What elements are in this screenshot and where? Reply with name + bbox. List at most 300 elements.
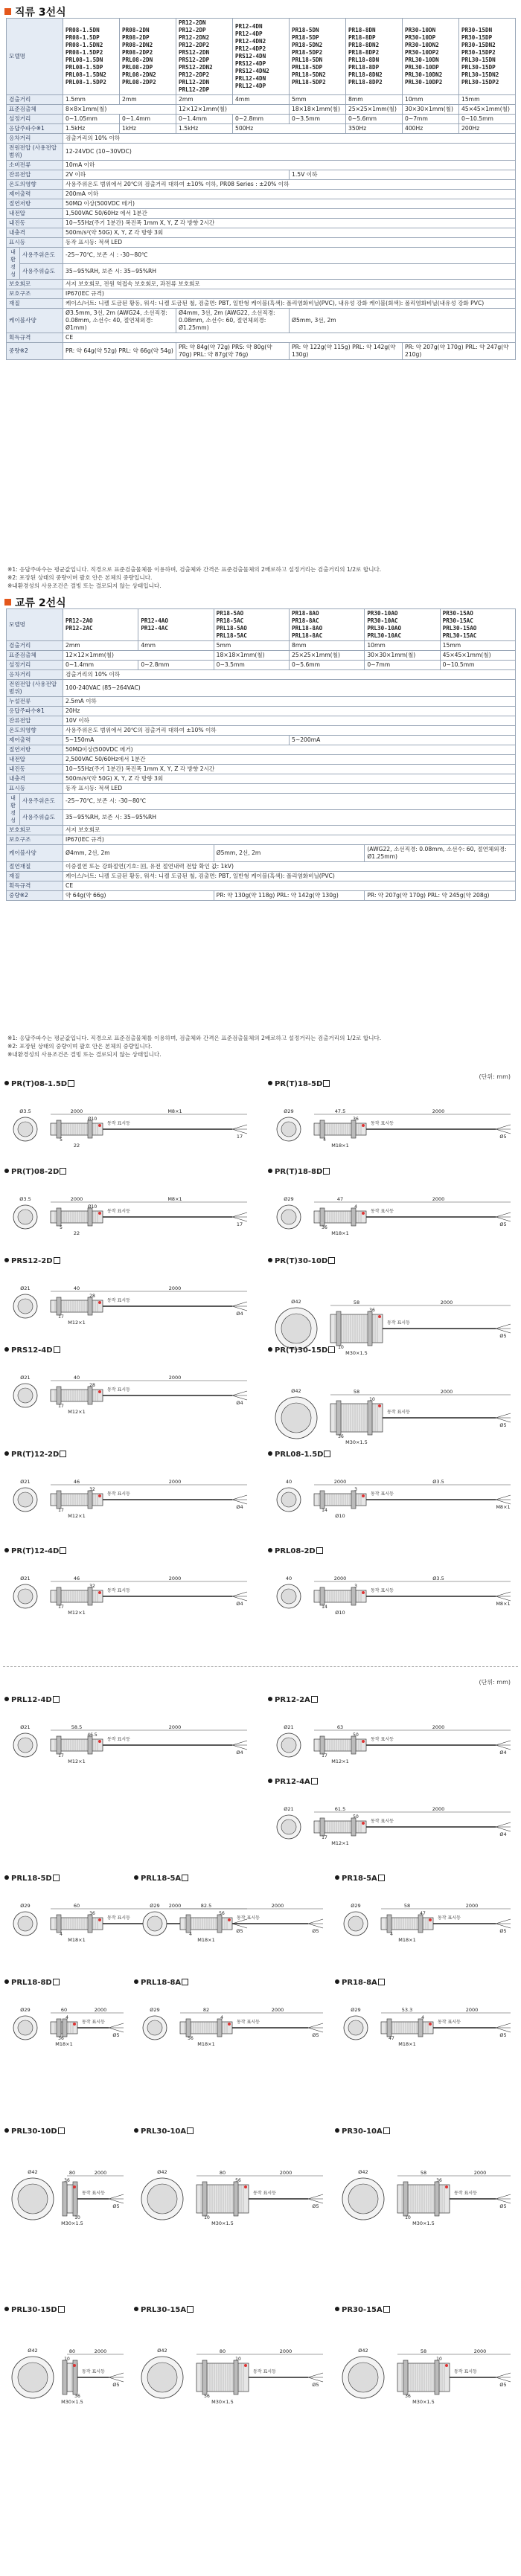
value-cell: 0~10.5mm	[440, 661, 515, 670]
led-indicator-icon	[73, 2185, 76, 2188]
wire-line	[496, 2194, 511, 2199]
bullet-icon	[4, 1548, 9, 1552]
nut-shape	[387, 2019, 391, 2037]
row-label: 절연저항	[7, 199, 63, 209]
placeholder-box-icon	[58, 2127, 65, 2134]
cable-diameter-label: 17	[236, 1221, 243, 1227]
value-cell: 15mm	[440, 641, 515, 651]
row-label: 응차거리	[7, 670, 63, 680]
wire-line	[496, 1324, 511, 1329]
indicator-label: 동작 표시등	[107, 1737, 130, 1742]
drawing-svg	[4, 1180, 253, 1262]
led-indicator-icon	[362, 1124, 365, 1127]
nut-shape	[88, 1491, 92, 1509]
length-label: 80	[68, 2170, 76, 2176]
thread-label: M12×1	[68, 1513, 86, 1519]
length-label: 58	[420, 2348, 427, 2354]
drawing-model: PRL30-10D	[11, 2127, 57, 2136]
value-cell: 1.5kHz	[176, 124, 233, 134]
dim-label: 10	[74, 2215, 80, 2220]
diameter-label: Ø21	[20, 1576, 31, 1581]
placeholder-box-icon	[53, 1696, 60, 1703]
drawing-model: PR(T)18-8D	[275, 1168, 323, 1176]
length-label: 60	[60, 2007, 68, 2013]
diameter-label: Ø21	[284, 1806, 294, 1812]
diameter-label: Ø29	[20, 2007, 31, 2013]
drawing-title	[335, 1875, 385, 1883]
drawing-model: PR12-4A	[275, 1778, 310, 1786]
value-cell: 0~10.5mm	[459, 115, 516, 124]
value-cell: 500Hz	[233, 124, 346, 134]
nut-shape	[234, 2182, 238, 2216]
cable-length-label: 2000	[168, 1285, 182, 1291]
placeholder-box-icon	[60, 1168, 66, 1175]
dim-label: Ø10	[87, 1117, 98, 1122]
cable-diameter-label: Ø5	[499, 2203, 507, 2209]
value-cell: 350Hz	[346, 124, 403, 134]
drawing-model: PRL30-10A	[141, 2127, 187, 2136]
diameter-label: Ø42	[358, 2169, 368, 2175]
value-cell: 2mm	[120, 95, 176, 105]
model-cell: PR30-10DN PR30-10DP PR30-10DN2 PR30-10DP2 PRL30-10DN PRL30-10DP PRL30-10DN2 PRL30-10DP2	[403, 19, 459, 95]
value-cell: 45×45×1mm(철)	[459, 105, 516, 115]
drawing-model: PR30-10A	[342, 2127, 383, 2136]
drawing-divider	[3, 1666, 518, 1667]
table-row	[7, 716, 516, 726]
placeholder-box-icon	[187, 2127, 194, 2134]
nut-shape	[202, 2182, 207, 2216]
indicator-label: 동작 표시등	[371, 1737, 394, 1742]
model-cell: PR18-5DN PR18-5DP PR18-5DN2 PR18-5DP2 PRL18-5DN PRL18-5DP PRL18-5DN2 PRL18-5DP2	[290, 19, 346, 95]
length-label: 47	[336, 1196, 344, 1202]
length-label: 2000	[333, 1576, 347, 1581]
model-cell: PR30-15DN PR30-15DP PR30-15DN2 PR30-15DP2 PRL30-15DN PRL30-15DP PRL30-15DN2 PRL30-15DP2	[459, 19, 516, 95]
value-cell: 5mm	[290, 95, 346, 105]
thread-label: M18×1	[331, 1143, 349, 1149]
nut-shape	[435, 2182, 439, 2216]
table-row	[7, 609, 516, 641]
cable-length-label: 2000	[432, 1108, 445, 1114]
nut-shape	[320, 1120, 325, 1138]
cable-length-label: 2000	[168, 1479, 182, 1485]
dim-label: 32	[89, 1487, 95, 1492]
dim-label: 17	[322, 1753, 327, 1758]
cable-diameter-label: Ø5	[499, 1928, 507, 1934]
dim-label: 36	[338, 1434, 344, 1439]
row-label: 누설전류	[7, 697, 63, 707]
nut-shape	[351, 1587, 356, 1605]
row-label: 사용주위습도	[20, 809, 63, 826]
model-cell: PR08-2DN PR08-2DP PR08-2DN2 PR08-2DP2 PRL08-2DN PRL08-2DP PRL08-2DN2 PRL08-2DP2	[120, 19, 176, 95]
front-view-inner	[18, 1492, 33, 1507]
diameter-label: Ø29	[20, 1903, 31, 1909]
table-row	[7, 209, 516, 219]
row-label: 잔류전압	[7, 170, 63, 180]
row-label: 내충격	[7, 774, 63, 784]
front-view-inner	[281, 1122, 296, 1137]
dim-label: 3	[354, 1487, 357, 1492]
drawing-title	[134, 1979, 188, 1987]
dim-label: 47	[389, 2036, 394, 2041]
drawing-svg	[4, 1269, 253, 1351]
cable-length-label: 2000	[440, 1389, 453, 1395]
led-indicator-icon	[98, 1301, 101, 1304]
nut-shape	[351, 1491, 356, 1509]
dim-label: 10	[204, 2215, 210, 2220]
drawing-title	[4, 1979, 60, 1987]
nut-shape	[57, 1297, 61, 1315]
dim-label: 36	[58, 2036, 64, 2041]
dim-label: 36	[353, 1117, 359, 1122]
indicator-label: 동작 표시등	[237, 1915, 260, 1921]
diameter-label: Ø21	[20, 1285, 31, 1291]
value-cell: PR: 약 84g(약 72g) PRS: 약 80g(약 70g) PRL: 약 87g(약 76g)	[176, 343, 290, 360]
diameter-label: Ø42	[157, 2169, 167, 2175]
thread-label: M30×1.5	[211, 2220, 234, 2226]
value-cell: Ø3.5mm, 3선, 2m (AWG24, 소선직경: 0.08mm, 소선수: 40, 절연체외경: Ø1mm)	[63, 309, 176, 333]
dim-label: 5	[60, 1137, 63, 1143]
note-line: ※2: 포장된 상태의 중량이며 괄호 안은 본체의 중량입니다.	[7, 574, 153, 581]
drawing-title	[4, 1346, 60, 1355]
indicator-label: 동작 표시등	[371, 1491, 394, 1497]
value-cell: 0~5.6mm	[290, 661, 365, 670]
thread-label: M12×1	[68, 1758, 86, 1764]
table-row	[7, 299, 516, 309]
section-title-dc: 직류 3선식	[4, 4, 66, 19]
row-label: 온도의영향	[7, 726, 63, 736]
model-cell: PR18-8AO PR18-8AC PRL18-8AO PRL18-8AC	[290, 609, 365, 641]
drawing-title	[4, 1547, 66, 1555]
cable-diameter-label: Ø5	[312, 2203, 319, 2209]
length-label: 58	[353, 1300, 360, 1305]
model-cell: PR18-5AO PR18-5AC PRL18-5AO PRL18-5AC	[214, 609, 289, 641]
value-cell: 4mm	[233, 95, 290, 105]
bullet-icon	[268, 1548, 272, 1552]
drawing-svg	[134, 1991, 329, 2072]
indicator-label: 동작 표시등	[371, 1209, 394, 1214]
dim-label: 56	[219, 1911, 225, 1916]
nut-shape	[336, 1311, 341, 1346]
cable-diameter-label: Ø5	[499, 1422, 507, 1428]
dim-label: 50	[353, 1814, 359, 1819]
dim-label: 36	[405, 2394, 411, 2399]
section-bullet-icon	[4, 599, 11, 606]
wire-line	[308, 1919, 323, 1924]
wire-line	[232, 1125, 247, 1129]
nut-shape	[435, 2360, 439, 2394]
indicator-label: 동작 표시등	[107, 1491, 130, 1497]
diameter-label: Ø3.5	[19, 1108, 31, 1114]
placeholder-box-icon	[182, 1979, 188, 1985]
led-indicator-icon	[73, 2023, 76, 2026]
value-cell: 10mA 이하	[63, 161, 516, 170]
nut-shape	[57, 1736, 61, 1754]
cable-length-label: 2000	[473, 2348, 487, 2354]
thread-label: M30×1.5	[61, 2220, 83, 2226]
length-label: 46	[73, 1576, 80, 1581]
value-cell: 검출거리의 10% 이하	[63, 134, 516, 144]
row-label: 검출거리	[7, 641, 63, 651]
value-cell: 2V 이하	[63, 170, 290, 180]
table-row	[7, 105, 516, 115]
value-cell: 0~2.8mm	[233, 115, 290, 124]
cable-diameter-label: Ø4	[499, 1831, 507, 1837]
cable-length-label: 2000	[168, 1903, 182, 1909]
front-view-inner	[18, 1122, 33, 1137]
front-view-inner	[281, 1210, 296, 1224]
wire-line	[496, 1125, 511, 1129]
led-indicator-icon	[73, 2364, 76, 2367]
led-indicator-icon	[362, 1822, 365, 1825]
dim-label: 4	[354, 1204, 357, 1210]
drawing-model: PRL12-4D	[11, 1696, 52, 1704]
nut-shape	[320, 1736, 325, 1754]
value-cell: PR: 약 207g(약 170g) PRL: 약 245g(약 208g)	[365, 891, 516, 901]
cable-diameter-label: Ø5	[112, 2203, 120, 2209]
thread-label: M30×1.5	[345, 1439, 368, 1445]
dim-label: 10	[369, 1397, 375, 1402]
row-label: 사용주위습도	[20, 263, 63, 280]
length-label: 58	[353, 1389, 360, 1395]
nut-shape	[88, 1587, 92, 1605]
led-indicator-icon	[228, 2023, 231, 2026]
row-label: 표시등	[7, 784, 63, 794]
nut-shape	[418, 2019, 423, 2037]
length-label: 58	[403, 1903, 411, 1909]
drawing-model: PR(T)12-2D	[11, 1451, 60, 1459]
nut-shape	[186, 1915, 191, 1933]
dim-label: 10	[436, 2357, 442, 2362]
placeholder-box-icon	[316, 1547, 323, 1554]
led-indicator-icon	[98, 1740, 101, 1743]
value-cell: Ø5mm, 2선, 2m	[214, 845, 365, 862]
value-cell: 0~3.5mm	[214, 661, 289, 670]
indicator-label: 동작 표시등	[107, 1298, 130, 1303]
front-view-inner	[18, 1916, 33, 1931]
diameter-label: Ø42	[358, 2348, 368, 2354]
row-label: 제어출력	[7, 736, 63, 745]
led-indicator-icon	[98, 1494, 101, 1497]
bullet-icon	[4, 1697, 9, 1701]
drawing-model: PR12-2A	[275, 1696, 310, 1704]
value-cell: 10V 이하	[63, 716, 516, 726]
dim-label: 36	[89, 1911, 95, 1916]
value-cell: 30×30×1mm(철)	[403, 105, 459, 115]
drawing-title	[268, 1168, 330, 1176]
value-cell: 2.5mA 이하	[63, 697, 516, 707]
row-label: 모델명	[7, 609, 63, 641]
cable-diameter-label: M8×1	[496, 1601, 511, 1607]
value-cell: 0~1.4mm	[120, 115, 176, 124]
value-cell: CE	[63, 881, 516, 891]
led-indicator-icon	[378, 1315, 381, 1318]
dim-label: 36	[322, 1225, 327, 1230]
drawing-title	[268, 1257, 335, 1265]
length-label: 82.5	[200, 1903, 212, 1909]
length-label: 46	[73, 1479, 80, 1485]
table-row	[7, 809, 516, 826]
drawing-title	[4, 1875, 60, 1883]
nut-shape	[403, 2182, 408, 2216]
table-row	[7, 697, 516, 707]
value-cell: IP67(IEC 규격)	[63, 289, 516, 299]
nut-shape	[63, 2182, 67, 2216]
drawing-svg	[268, 1559, 517, 1641]
table-row	[7, 707, 516, 716]
value-cell: 0~2.8mm	[138, 661, 214, 670]
bullet-icon	[4, 1169, 9, 1173]
front-view-inner	[18, 2184, 48, 2214]
drawing-svg	[4, 1559, 253, 1641]
row-label: 내충격	[7, 228, 63, 238]
length-label: 2000	[70, 1196, 83, 1202]
nut-shape	[217, 2019, 222, 2037]
drawing-model: PR30-15A	[342, 2306, 383, 2314]
group-label: 내환경성	[7, 248, 20, 280]
length-label: 80	[219, 2170, 226, 2176]
value-cell: 8×8×1mm(철)	[63, 105, 176, 115]
table-row	[7, 891, 516, 901]
note-line: ※1: 응답주파수는 평균값입니다. 직경으로 표준검출물체를 이용하며, 검출체와 간격은 표준검출물체의 2배로하고 설정거리는 검출거리의 1/2로 합니다.	[7, 566, 382, 573]
value-cell: 500m/s²(약 50G) X, Y, Z 각 방향 3회	[63, 774, 516, 784]
dim-label: 4	[60, 1932, 63, 1937]
drawing-svg	[268, 1092, 517, 1174]
front-view-inner	[18, 2020, 33, 2035]
row-label: 제어출력	[7, 190, 63, 199]
cable-length-label: 2000	[168, 1375, 182, 1381]
length-label: 2000	[70, 1108, 83, 1114]
wire-line	[308, 2194, 323, 2199]
dim-label: 5	[60, 1225, 63, 1230]
front-view-inner	[281, 1314, 311, 1343]
drawing-model: PR(T)08-2D	[11, 1168, 60, 1176]
table-row	[7, 680, 516, 697]
thread-label: M18×1	[398, 1937, 416, 1943]
dim-label: 17	[58, 1404, 64, 1409]
drawing-title	[4, 1257, 60, 1265]
dim-label: 28	[89, 1383, 95, 1388]
table-row	[7, 641, 516, 651]
dim-label: 10	[338, 1345, 344, 1350]
value-cell: 200mA 이하	[63, 190, 516, 199]
section-bullet-icon	[4, 8, 11, 15]
bullet-icon	[4, 1347, 9, 1352]
cable-diameter-label: Ø4	[236, 1504, 243, 1510]
model-cell: PR30-10AO PR30-10AC PRL30-10AO PRL30-10AC	[365, 609, 440, 641]
drawing-svg	[134, 1886, 329, 1968]
cable-length-label: 2000	[432, 1724, 445, 1730]
value-cell: 12-24VDC (10~30VDC)	[63, 144, 516, 161]
thread-label: 22	[73, 1230, 80, 1236]
table-row	[7, 845, 516, 862]
nut-shape	[403, 2360, 408, 2394]
dim-label: 17	[322, 1835, 327, 1840]
value-cell: 1.5kHz	[63, 124, 120, 134]
dim-label: 56	[235, 2178, 241, 2183]
table-row	[7, 219, 516, 228]
drawing-title	[134, 2127, 194, 2136]
cable-length-label: 2000	[279, 2170, 293, 2176]
table-row	[7, 651, 516, 661]
table-row	[7, 190, 516, 199]
nut-shape	[202, 2360, 207, 2394]
bullet-icon	[268, 1697, 272, 1701]
front-view-inner	[281, 1738, 296, 1753]
indicator-label: 동작 표시등	[454, 2191, 477, 2196]
wire-line	[109, 2023, 124, 2028]
indicator-label: 동작 표시등	[107, 1209, 130, 1214]
front-view-inner	[147, 2020, 162, 2035]
wire-line	[232, 1592, 247, 1596]
value-cell: 서지 보호회로, 전원 역접속 보호회로, 과전류 보호회로	[63, 280, 516, 289]
drawing-model: PRL30-15D	[11, 2306, 57, 2314]
nut-shape	[351, 1120, 356, 1138]
bullet-icon	[268, 1258, 272, 1262]
model-cell: PR30-15AO PR30-15AC PRL30-15AO PRL30-15AC	[440, 609, 515, 641]
bullet-icon	[4, 2128, 9, 2133]
led-indicator-icon	[362, 1212, 365, 1215]
value-cell: 200Hz	[459, 124, 516, 134]
value-cell: 동작 표시등: 적색 LED	[63, 784, 516, 794]
drawing-model: PRL08-2D	[275, 1547, 316, 1555]
wire-line	[232, 1741, 247, 1745]
thread-label: M18×1	[197, 2041, 215, 2047]
row-label: 케이블사양	[7, 845, 63, 862]
table-row	[7, 755, 516, 765]
placeholder-box-icon	[328, 1257, 335, 1264]
thread-label: Ø10	[335, 1610, 345, 1616]
value-cell: 5mm	[214, 641, 289, 651]
drawing-title	[4, 1168, 66, 1176]
wire-line	[232, 1391, 247, 1395]
thread-label: M18×1	[398, 2041, 416, 2047]
length-label: 58.5	[71, 1724, 83, 1730]
placeholder-box-icon	[383, 2306, 390, 2313]
value-cell: 50MΩ이상(500VDC 메거)	[63, 745, 516, 755]
thread-label: M12×1	[68, 1610, 86, 1616]
front-view-inner	[18, 1589, 33, 1604]
row-label: 내전압	[7, 209, 63, 219]
dim-label: 10	[64, 2357, 70, 2362]
row-label: 응차거리	[7, 134, 63, 144]
cable-length-label: 2000	[440, 1300, 453, 1305]
value-cell: 10~55Hz(주기 1분간) 복진폭 1mm X, Y, Z 각 방향 2시간	[63, 765, 516, 774]
drawing-model: PRL18-8D	[11, 1979, 52, 1987]
wire-line	[496, 1592, 511, 1596]
front-view-inner	[281, 1403, 311, 1433]
table-row	[7, 835, 516, 845]
drawing-title	[4, 2306, 65, 2314]
led-indicator-icon	[98, 1591, 101, 1594]
dim-label: 50	[353, 1732, 359, 1738]
drawing-title	[268, 1451, 330, 1459]
diameter-label: Ø29	[284, 1108, 294, 1114]
drawing-svg	[268, 1462, 517, 1544]
value-cell: 10mm	[403, 95, 459, 105]
bullet-icon	[268, 1347, 272, 1352]
led-indicator-icon	[98, 1390, 101, 1393]
row-label: 보호구조	[7, 289, 63, 299]
dim-label: 3	[354, 1584, 357, 1589]
model-cell: PR12-4AO PR12-4AC	[138, 609, 214, 641]
nut-shape	[186, 2019, 191, 2037]
led-indicator-icon	[228, 1918, 231, 1921]
bullet-icon	[4, 1451, 9, 1456]
indicator-label: 동작 표시등	[253, 2369, 276, 2374]
led-indicator-icon	[244, 2364, 247, 2367]
nut-shape	[63, 2360, 67, 2394]
cable-diameter-label: Ø5	[499, 1221, 507, 1227]
